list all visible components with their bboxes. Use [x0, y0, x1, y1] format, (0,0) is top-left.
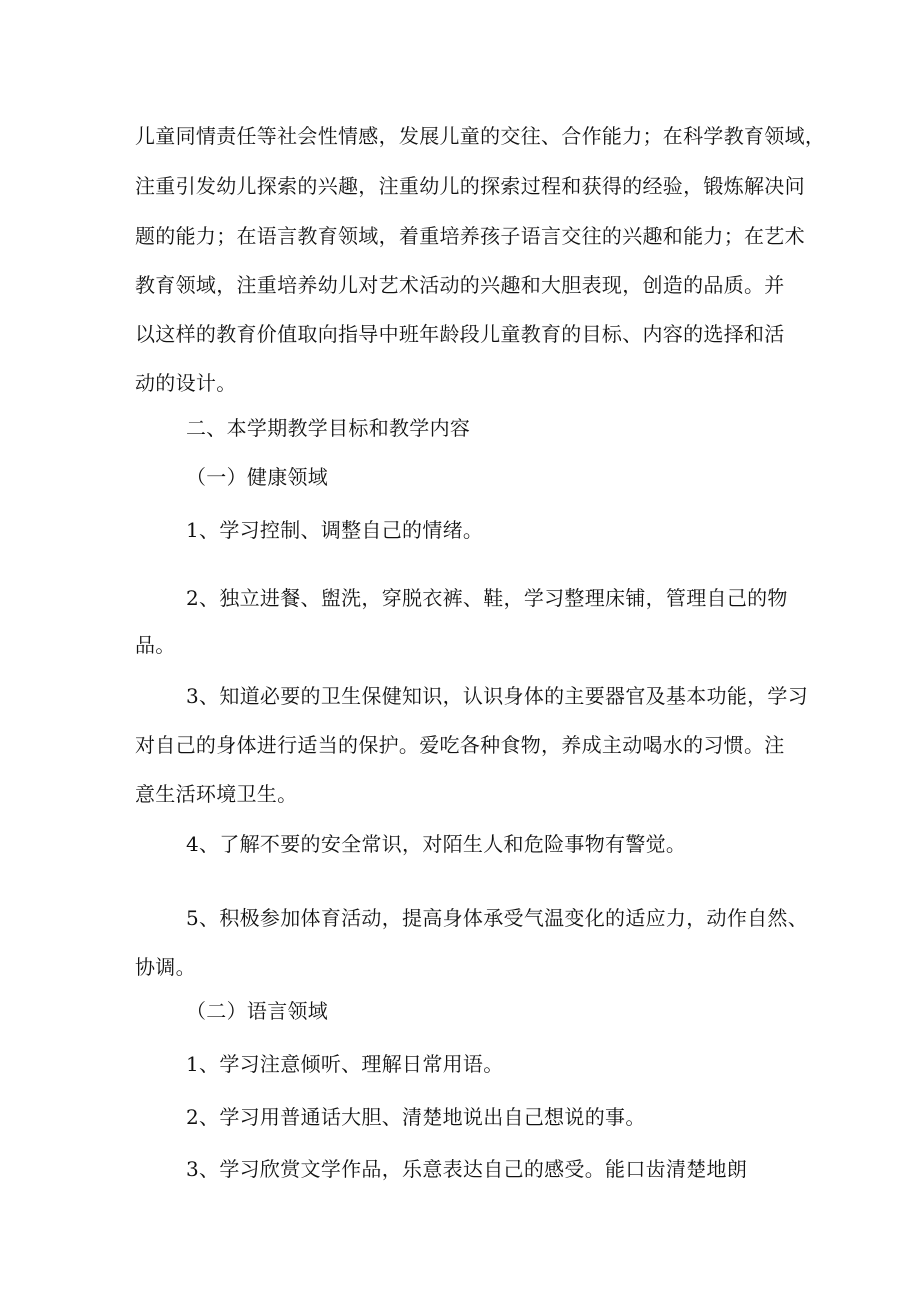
intro-line-5: 以这样的教育价值取向指导中班年龄段儿童教育的目标、内容的选择和活: [135, 322, 785, 346]
intro-line-3: 题的能力；在语言教育领域，着重培养孩子语言交往的兴趣和能力；在艺术: [135, 224, 805, 248]
health-heading: （一）健康领域: [186, 465, 329, 489]
health-item-1: 1、学习控制、调整自己的情绪。: [186, 518, 484, 542]
health-item-2-line-2: 品。: [135, 633, 176, 657]
language-item-3: 3、学习欣赏文学作品，乐意表达自己的感受。能口齿清楚地朗: [186, 1157, 748, 1181]
intro-line-1: 儿童同情责任等社会性情感，发展儿童的交往、合作能力；在科学教育领域，: [135, 124, 826, 148]
language-item-2: 2、学习用普通话大胆、清楚地说出自己想说的事。: [186, 1105, 646, 1129]
health-item-3-line-2: 对自己的身体进行适当的保护。爱吃各种食物，养成主动喝水的习惯。注: [135, 733, 785, 757]
health-item-5-line-1: 5、积极参加体育活动，提高身体承受气温变化的适应力，动作自然、: [186, 906, 809, 930]
health-item-3-line-1: 3、知道必要的卫生保健知识，认识身体的主要器官及基本功能，学习: [186, 684, 809, 708]
language-item-1: 1、学习注意倾听、理解日常用语。: [186, 1052, 504, 1076]
health-item-4: 4、了解不要的安全常识，对陌生人和危险事物有警觉。: [186, 832, 687, 856]
language-heading: （二）语言领域: [186, 999, 329, 1023]
intro-line-2: 注重引发幼儿探索的兴趣，注重幼儿的探索过程和获得的经验，锻炼解决问: [135, 174, 805, 198]
section-heading: 二、本学期教学目标和教学内容: [186, 416, 471, 440]
health-item-2-line-1: 2、独立进餐、盥洗，穿脱衣裤、鞋，学习整理床铺，管理自己的物: [186, 586, 788, 610]
health-item-5-line-2: 协调。: [135, 955, 196, 979]
intro-line-4: 教育领域，注重培养幼儿对艺术活动的兴趣和大胆表现，创造的品质。并: [135, 273, 785, 297]
health-item-3-line-3: 意生活环境卫生。: [135, 782, 298, 806]
intro-line-6: 动的设计。: [135, 371, 237, 395]
